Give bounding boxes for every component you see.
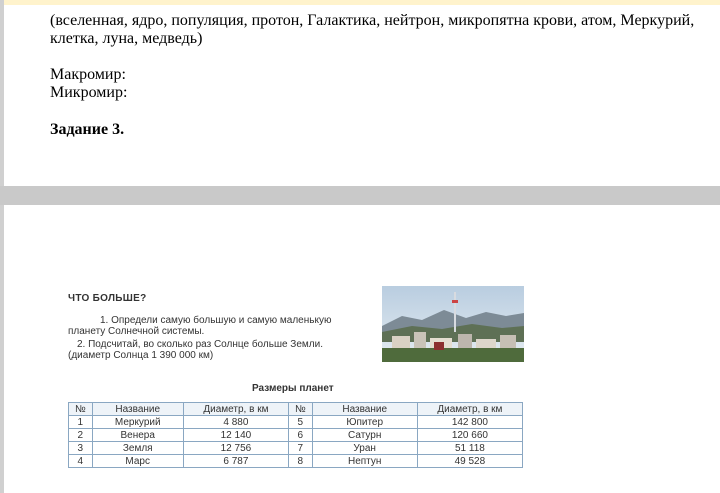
table-cell: 3 (69, 442, 93, 455)
table-cell: Марс (92, 455, 183, 468)
table-row (69, 429, 523, 442)
table-cell: Нептун (312, 455, 417, 468)
table-cell: Юпитер (312, 416, 417, 429)
word-list-line-2: клетка, луна, медведь) (50, 30, 203, 47)
table-cell: 142 800 (417, 416, 522, 429)
table-row (69, 416, 523, 429)
planet-sizes-table (68, 402, 523, 468)
table-cell: 5 (289, 416, 313, 429)
table-cell: Уран (312, 442, 417, 455)
table-cell: 1 (69, 416, 93, 429)
task-3-heading: Задание 3. (50, 121, 125, 138)
task-1-line-2: планету Солнечной системы. (68, 326, 205, 337)
table-cell: 7 (289, 442, 313, 455)
table-caption: Размеры планет (252, 383, 334, 394)
header-cell: Название (92, 403, 183, 416)
table-cell: 4 (69, 455, 93, 468)
table-cell: 2 (69, 429, 93, 442)
document-page-top (0, 0, 720, 186)
table-cell: Сатурн (312, 429, 417, 442)
table-cell: Венера (92, 429, 183, 442)
task-1-line-1: 1. Определи самую большую и самую маленькую (100, 315, 332, 326)
header-cell: Название (312, 403, 417, 416)
document-page-bottom (0, 205, 720, 493)
header-cell: Диаметр, в км (183, 403, 288, 416)
table-cell: 51 118 (417, 442, 522, 455)
table-cell: 12 756 (183, 442, 288, 455)
table-cell: 12 140 (183, 429, 288, 442)
micro-label: Микромир: (50, 84, 128, 101)
table-cell: 49 528 (417, 455, 522, 468)
table-row (69, 455, 523, 468)
table-cell: 4 880 (183, 416, 288, 429)
table-cell: 6 (289, 429, 313, 442)
table-cell: 8 (289, 455, 313, 468)
table-cell: 120 660 (417, 429, 522, 442)
textbook-heading: ЧТО БОЛЬШЕ? (68, 293, 147, 304)
header-cell: № (289, 403, 313, 416)
city-photo (382, 286, 524, 362)
table-header-row (69, 403, 523, 416)
header-cell: № (69, 403, 93, 416)
task-2-line-2: (диаметр Солнца 1 390 000 км) (68, 350, 214, 361)
table-row (69, 442, 523, 455)
macro-label: Макромир: (50, 66, 126, 83)
highlight-strip (4, 0, 720, 5)
table-cell: Земля (92, 442, 183, 455)
table-cell: 6 787 (183, 455, 288, 468)
header-cell: Диаметр, в км (417, 403, 522, 416)
task-2-line-1: 2. Подсчитай, во сколько раз Солнце больше Земли. (77, 339, 323, 350)
word-list-line-1: (вселенная, ядро, популяция, протон, Галактика, нейтрон, микропятна крови, атом, Меркурий, (50, 12, 695, 29)
table-cell: Меркурий (92, 416, 183, 429)
